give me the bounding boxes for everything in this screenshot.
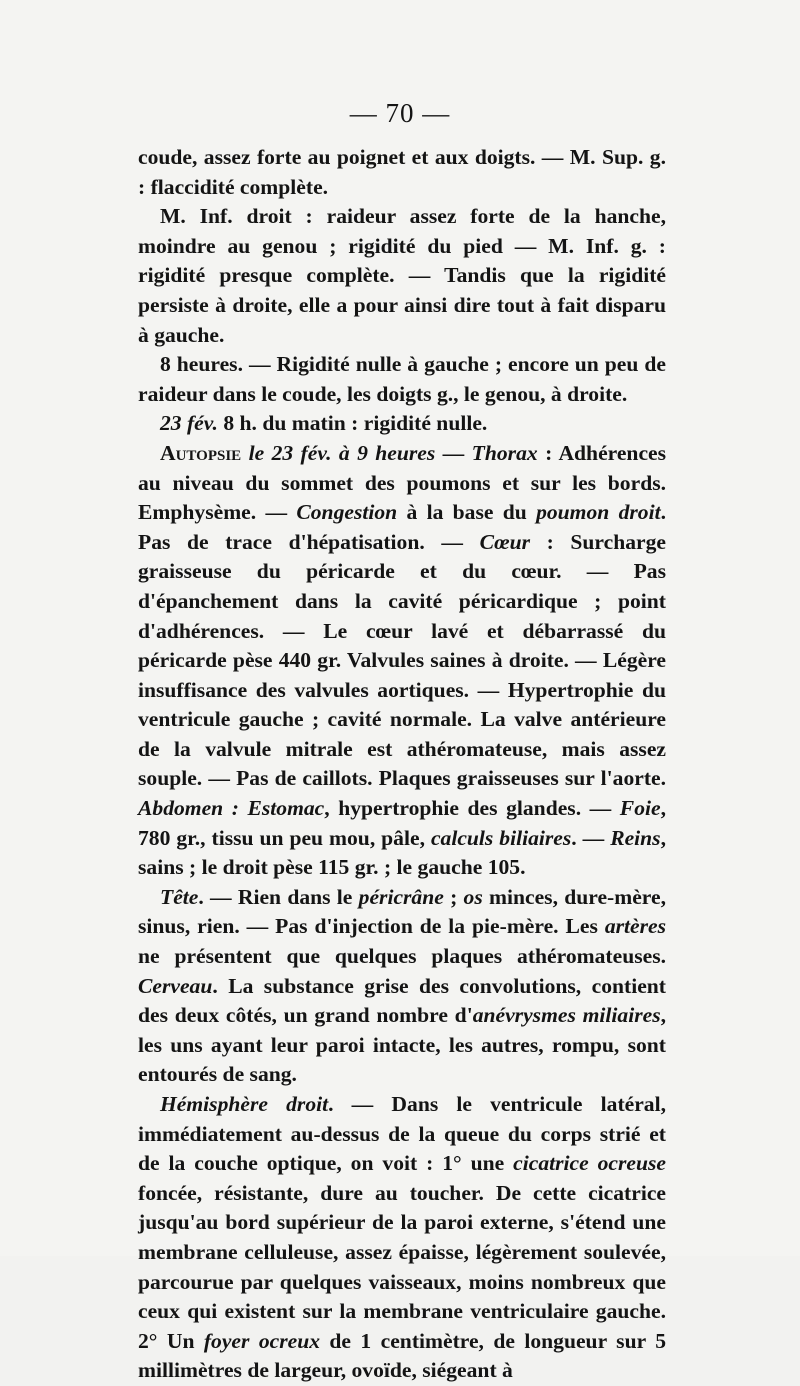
paragraph-4: 23 fév. 8 h. du matin : rigidité nulle.: [160, 411, 488, 436]
autopsie-heading: Autopsie: [160, 440, 242, 465]
body-text: [138, 143, 666, 1386]
paragraph-tete: Tête. — Rien dans le péricrâne ; os minces, dure-mère, sinus, rien. — Pas d'injection de la pie-mère. Les artères ne présentent que quelques plaques athéromateuses. Cerveau. La substance grise des convolutions, contient des deux côtés, un grand nombre d'anévrysmes miliaires, les uns ayant leur paroi intacte, les autres, rompu, sont entourés de sang.: [138, 884, 666, 1087]
paragraph-1: coude, assez forte au poignet et aux doigts. — M. Sup. g. : flaccidité complète.: [138, 145, 666, 199]
date-text: 23 fév.: [160, 411, 218, 436]
page-number: — 70 —: [349, 98, 451, 128]
paragraph-hemisphere: Hémisphère droit. — Dans le ventricule latéral, immédiatement au-dessus de la queue du corps strié et de la couche optique, on voit : 1° une cicatrice ocreuse foncée, résistante, dure au toucher. De cette cicatrice jusqu'au bord supérieur de la paroi externe, s'étend une membrane celluleuse, assez épaisse, légèrement soulevée, parcourue par quelques vaisseaux, moins nombreux que ceux qui existent sur la membrane ventriculaire gauche. 2° Un foyer ocreux de 1 centimètre, de longueur sur 5 millimètres de largeur, ovoïde, siégeant à: [138, 1092, 666, 1383]
paragraph-3: 8 heures. — Rigidité nulle à gauche ; encore un peu de raideur dans le coude, les doigts g., le genou, à droite.: [138, 352, 666, 406]
paragraph-autopsie: Autopsie le 23 fév. à 9 heures — Thorax : Adhérences au niveau du sommet des poumons et sur les bords. Emphysème. — Congestion à la base du poumon droit. Pas de trace d'hépatisation. — Cœur : Surcharge graisseuse du péricarde et du cœur. — Pas d'épanchement dans la cavité péricardique ; point d'adhérences. — Le cœur lavé et débarrassé du péricarde pèse 440 gr. Valvules saines à droite. — Légère insuffisance des valvules aortiques. — Hypertrophie du ventricule gauche ; cavité normale. La valve antérieure de la valvule mitrale est athéromateuse, mais assez souple. — Pas de caillots. Plaques graisseuses sur l'aorte. Abdomen : Estomac, hypertrophie des glandes. — Foie, 780 gr., tissu un peu mou, pâle, calculs biliaires. — Reins, sains ; le droit pèse 115 gr. ; le gauche 105.: [138, 440, 667, 880]
paragraph-2: M. Inf. droit : raideur assez forte de la hanche, moindre au genou ; rigidité du pied — M. Inf. g. : rigidité presque complète. — Tandis que la rigidité persiste à droite, elle a pour ainsi dire tout à fait disparu à gauche.: [138, 204, 666, 347]
